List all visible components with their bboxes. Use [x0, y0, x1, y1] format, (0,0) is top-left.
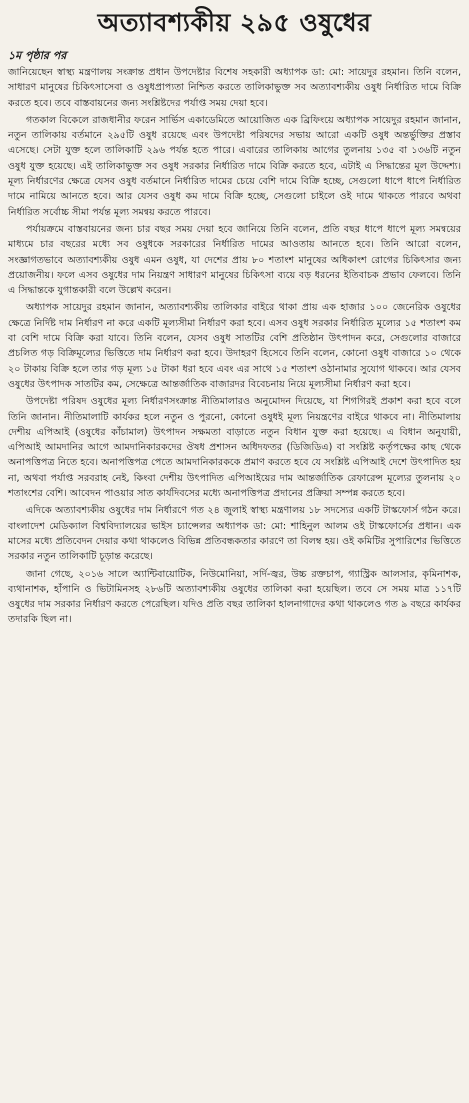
article-paragraph: এদিকে অত্যাবশ্যকীয় ওষুধের দাম নির্ধারণে গত ২৪ জুলাই স্বাস্থ্য মন্ত্রণালয় ১৮ সদস্যের একটি টাস্কফোর্স গঠন করে। বাংলাদেশ মেডিক্যাল বিশ্ববিদ্যালয়ের ভাইস চ্যান্সেলর অধ্যাপক ডা: মো: শাহিনুল আলম ওই টাস্কফোর্সের প্রধান। এক মাসের মধ্যে প্রতিবেদন দেয়ার কথা থাকলেও বিভিন্ন প্রতিবন্ধকতার কারণে তা বিলম্ব হয়। ওই কমিটির সুপারিশের ভিত্তিতে সরকার নতুন তালিকাটি চূড়ান্ত করেছে। [8, 505, 461, 563]
article-paragraph: পর্যায়ক্রমে বাস্তবায়নের জন্য চার বছর সময় দেয়া হবে জানিয়ে তিনি বলেন, প্রতি বছর ধাপে ধাপে মূল্য সমন্বয়ের মাধ্যমে চার বছরের মধ্যে সব ওষুধকে সরকারের নির্ধারিত দামের আওতায় আনতে হবে। তিনি আরো বলেন, সংজ্ঞাগতভাবে অত্যাবশ্যকীয় ওষুধ এমন ওষুধ, যা দেশের প্রায় ৮০ শতাংশ মানুষের অধিকাংশ রোগের চিকিৎসার জন্য প্রয়োজনীয়। ফলে এসব ওষুধের দাম নিয়ন্ত্রণ সাধারণ মানুষের চিকিৎসা ব্যয়ে বড় ধরনের ইতিবাচক প্রভাব ফেলবে। তিনি এ সিদ্ধান্তকে যুগান্তকারী বলে উল্লেখ করেন। [8, 223, 461, 297]
article-paragraph: অধ্যাপক সায়েদুর রহমান জানান, অত্যাবশ্যকীয় তালিকার বাইরে থাকা প্রায় এক হাজার ১০০ জেনেরিক ওষুধের ক্ষেত্রে নির্দিষ্ট দাম নির্ধারণ না করে একটি মূল্যসীমা নির্ধারণ করা হবে। এসব ওষুধ সরকার নির্ধারিত মূল্যের ১৫ শতাংশ কম বা বেশি দামে বিক্রি করা যাবে। তিনি বলেন, যেসব ওষুধ সাতটির বেশি প্রতিষ্ঠান উৎপাদন করে, সেগুলোর বাজারে প্রচলিত গড় বিক্রিমূল্যের ভিত্তিতে দাম নির্ধারণ করা হবে। উদাহরণ হিসেবে তিনি বলেন, কোনো ওষুধ বাজারে ১০ থেকে ২০ টাকায় বিক্রি হলে তার গড় মূল্য ১৫ টাকা ধরা হবে এবং এর সাথে ১৫ শতাংশ ওঠানামার সুযোগ থাকবে। আর যেসব ওষুধের উৎপাদক সাতটির কম, সেক্ষেত্রে আন্তর্জাতিক বাজারদর বিবেচনায় নিয়ে মূল্যসীমা নির্ধারণ করা হবে। [8, 302, 461, 390]
article-paragraph: উপদেষ্টা পরিষদ ওষুধের মূল্য নির্ধারণসংক্রান্ত নীতিমালারও অনুমোদন দিয়েছে, যা শিগগিরই প্রকাশ করা হবে বলে তিনি জানান। নীতিমালাটি কার্যকর হলে নতুন ও পুরনো, কোনো ওষুধই মূল্য নিয়ন্ত্রণের বাইরে থাকবে না। নীতিমালায় দেশীয় এপিআই (ওষুধের কাঁচামাল) উৎপাদন সক্ষমতা বাড়াতে নতুন বিধান যুক্ত করা হয়েছে। এ বিধান অনুযায়ী, এপিআই আমদানির আগে আমদানিকারকদের ঔষধ প্রশাসন অধিদফতর (ডিজিডিএ) বা সংশ্লিষ্ট কর্তৃপক্ষের কাছ থেকে অনাপত্তিপত্র নিতে হবে। অনাপত্তিপত্র পেতে আমদানিকারককে প্রমাণ করতে হবে যে সংশ্লিষ্ট এপিআই দেশে উৎপাদিত হয় না, অথবা পর্যাপ্ত সরবরাহ নেই, কিংবা দেশীয় উৎপাদিত এপিআইয়ের দাম আন্তর্জাতিক রেফারেন্স মূল্যের তুলনায় ২০ শতাংশের বেশি। আবেদন পাওয়ার সাত কার্যদিবসের মধ্যে অনাপত্তিপত্র প্রদানের প্রক্রিয়া সম্পন্ন করতে হবে। [8, 396, 461, 500]
continued-from-label: ১ম পৃষ্ঠার পর [8, 49, 67, 62]
article-headline: অত্যাবশ্যকীয় ২৯৫ ওষুধের [97, 8, 372, 37]
article-paragraph: জানা গেছে, ২০১৬ সালে অ্যান্টিবায়োটিক, নিউমোনিয়া, সর্দি-জ্বর, উচ্চ রক্তচাপ, গ্যাস্ট্রিক আলসার, কৃমিনাশক, ব্যথানাশক, হাঁপানি ও ভিটামিনসহ ২৮৬টি অত্যাবশ্যকীয় ওষুধের তালিকা করা হয়েছিল। তবে সে সময় মাত্র ১১৭টি ওষুধের দাম সরকার নির্ধারণ করতে পেরেছিল। যদিও প্রতি বছর তালিকা হালনাগাদের কথা থাকলেও গত ৯ বছরে কার্যকর তদারকি ছিল না। [8, 568, 461, 626]
article-paragraph: জানিয়েছেন স্বাস্থ্য মন্ত্রণালয় সংক্রান্ত প্রধান উপদেষ্টার বিশেষ সহকারী অধ্যাপক ডা: মো: সায়েদুর রহমান। তিনি বলেন, সাধারণ মানুষের চিকিৎসাসেবা ও ওষুধপ্রাপ্যতা নিশ্চিত করতে তালিকাভুক্ত সব অত্যাবশ্যকীয় ওষুধ নির্ধারিত দামে বিক্রি করতে হবে। তবে বাস্তবায়নের জন্য সংশ্লিষ্টদের পর্যাপ্ত সময় দেয়া হবে। [8, 67, 461, 109]
article-body [8, 65, 461, 628]
article-paragraph: গতকাল বিকেলে রাজধানীর ফরেন সার্ভিস একাডেমিতে আয়োজিত এক ব্রিফিংয়ে অধ্যাপক সায়েদুর রহমান জানান, নতুন তালিকায় বর্তমানে ২৯৫টি ওষুধ রয়েছে এবং উপদেষ্টা পরিষদের সভায় আরো একটি ওষুধ অন্তর্ভুক্তির প্রস্তাব এসেছে। সেটা যুক্ত হলে তালিকাটি ২৯৬ পর্যন্ত হতে পারে। এবারের তালিকায় আগের তুলনায় ১৩৫ বা ১৩৬টি নতুন ওষুধ যুক্ত হয়েছে। এই তালিকাভুক্ত সব ওষুধ সরকার নির্ধারিত দামে বিক্রি করতে হবে, এটাই এ সিদ্ধান্তের মূল উদ্দেশ্য। মূল্য নির্ধারণের ক্ষেত্রে যেসব ওষুধ বর্তমানে নির্ধারিত দামের চেয়ে বেশি দামে বিক্রি হচ্ছে, সেগুলো ধাপে ধাপে নির্ধারিত দামে নামিয়ে আনতে হবে। আর যেসব ওষুধ কম দামে বিক্রি হচ্ছে, সেগুলো চাইলে ওই দামে থাকতে পারবে অথবা নির্ধারিত সর্বোচ্চ সীমা পর্যন্ত মূল্য সমন্বয় করতে পারবে। [8, 114, 461, 218]
